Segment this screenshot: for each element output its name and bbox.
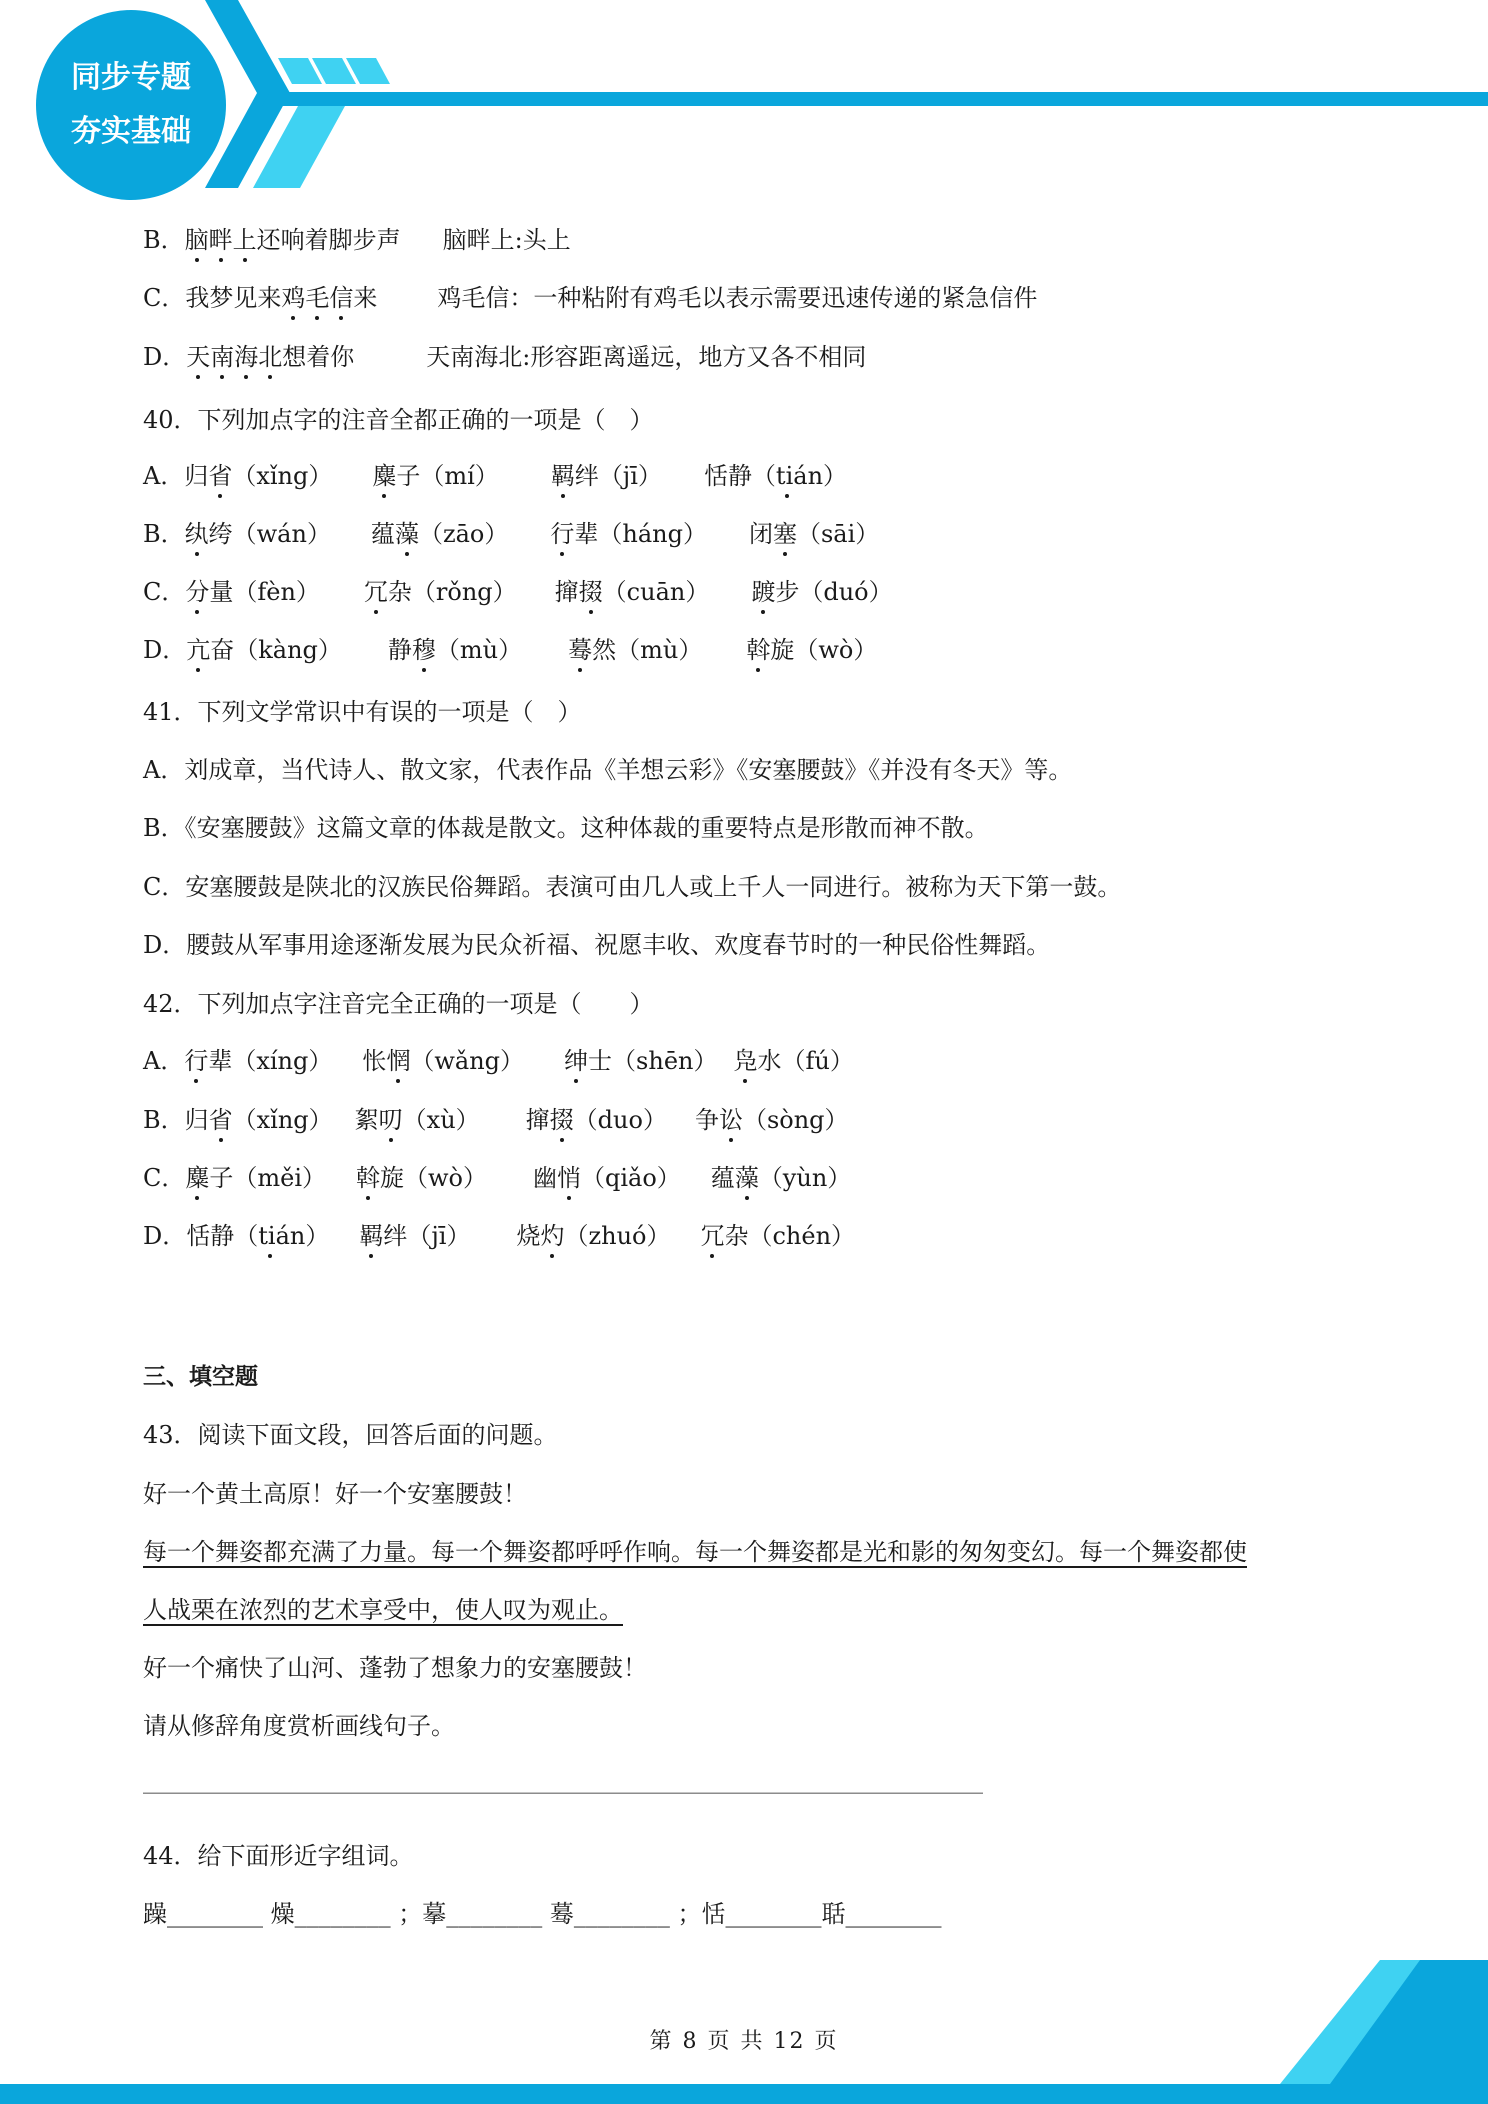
q43-passage-3: 好一个痛快了山河、蓬勃了想象力的安塞腰鼓！ [143,1654,647,1682]
q41-stem: 41．下列文学常识中有误的一项是（ ） [143,698,582,726]
q44-blanks[interactable]: 躁________ 燥________ ；摹________ 蓦________ ；恬________聒________ [143,1900,942,1928]
q43-underlined-1: 每一个舞姿都充满了力量。每一个舞姿都呼呼作响。每一个舞姿都是光和影的匆匆变幻。每一个舞姿都使 [143,1538,1247,1566]
q39-option-c: C．我梦见来鸡毛信来 鸡毛信：一种粘附有鸡毛以表示需要迅速传递的紧急信件 [143,284,1038,312]
q40-option-b: B．纨绔（wán） 蕴藻（zāo） 行辈（háng） 闭塞（sāi） [143,520,880,548]
q42-stem: 42．下列加点字注音完全正确的一项是（ ） [143,990,654,1018]
q40-option-d: D．亢奋（kàng） 静穆（mù） 蓦然（mù） 斡旋（wò） [143,636,878,664]
q42-option-d: D．恬静（tián） 羁绊（jī） 烧灼（zhuó） 冗杂（chén） [143,1222,856,1250]
badge-line-1: 同步专题 [71,60,191,95]
q41-option-d: D．腰鼓从军事用途逐渐发展为民众祈福、祝愿丰收、欢度春节时的一种民俗性舞蹈。 [143,931,1051,959]
q40-stem: 40．下列加点字的注音全都正确的一项是（ ） [143,406,654,434]
q40-option-c: C．分量（fèn） 冗杂（rǒng） 撺掇（cuān） 踱步（duó） [143,578,893,606]
q43-stem: 43．阅读下面文段，回答后面的问题。 [143,1421,558,1449]
header-badge [36,10,226,200]
q42-option-c: C．麋子（měi） 斡旋（wò） 幽悄（qiǎo） 蕴藻（yùn） [143,1164,852,1192]
section-title-fill-in: 三、填空题 [143,1364,258,1390]
page-number: 第 8 页 共 12 页 [649,2029,839,2054]
q43-answer-blank[interactable]: ____________________________________________________________________________________ [143,1770,983,1794]
badge-line-2: 夯实基础 [71,114,191,149]
q44-stem: 44．给下面形近字组词。 [143,1842,414,1870]
q41-option-b: B．《安塞腰鼓》这篇文章的体裁是散文。这种体裁的重要特点是形散而神不散。 [143,814,989,842]
q43-underlined-2: 人战栗在浓烈的艺术享受中，使人叹为观止。 [143,1596,623,1624]
q41-option-a: A．刘成章，当代诗人、散文家，代表作品《羊想云彩》《安塞腰鼓》《并没有冬天》等。 [143,756,1073,784]
q40-option-a: A．归省（xǐng） 麋子（mí） 羁绊（jī） 恬静（tián） [143,462,848,490]
q43-passage-1: 好一个黄土高原！好一个安塞腰鼓！ [143,1480,527,1508]
q39-option-b: B．脑畔上还响着脚步声 脑畔上:头上 [143,226,571,254]
q43-question: 请从修辞角度赏析画线句子。 [143,1712,455,1740]
q42-option-a: A．行辈（xíng） 怅惘（wǎng） 绅士（shēn） 凫水（fú） [143,1047,854,1075]
q39-option-d: D．天南海北想着你 天南海北:形容距离遥远，地方又各不相同 [143,343,867,371]
q42-option-b: B．归省（xǐng） 絮叨（xù） 撺掇（duo） 争讼（sòng） [143,1106,849,1134]
q41-option-c: C．安塞腰鼓是陕北的汉族民俗舞蹈。表演可由几人或上千人一同进行。被称为天下第一鼓。 [143,873,1122,901]
